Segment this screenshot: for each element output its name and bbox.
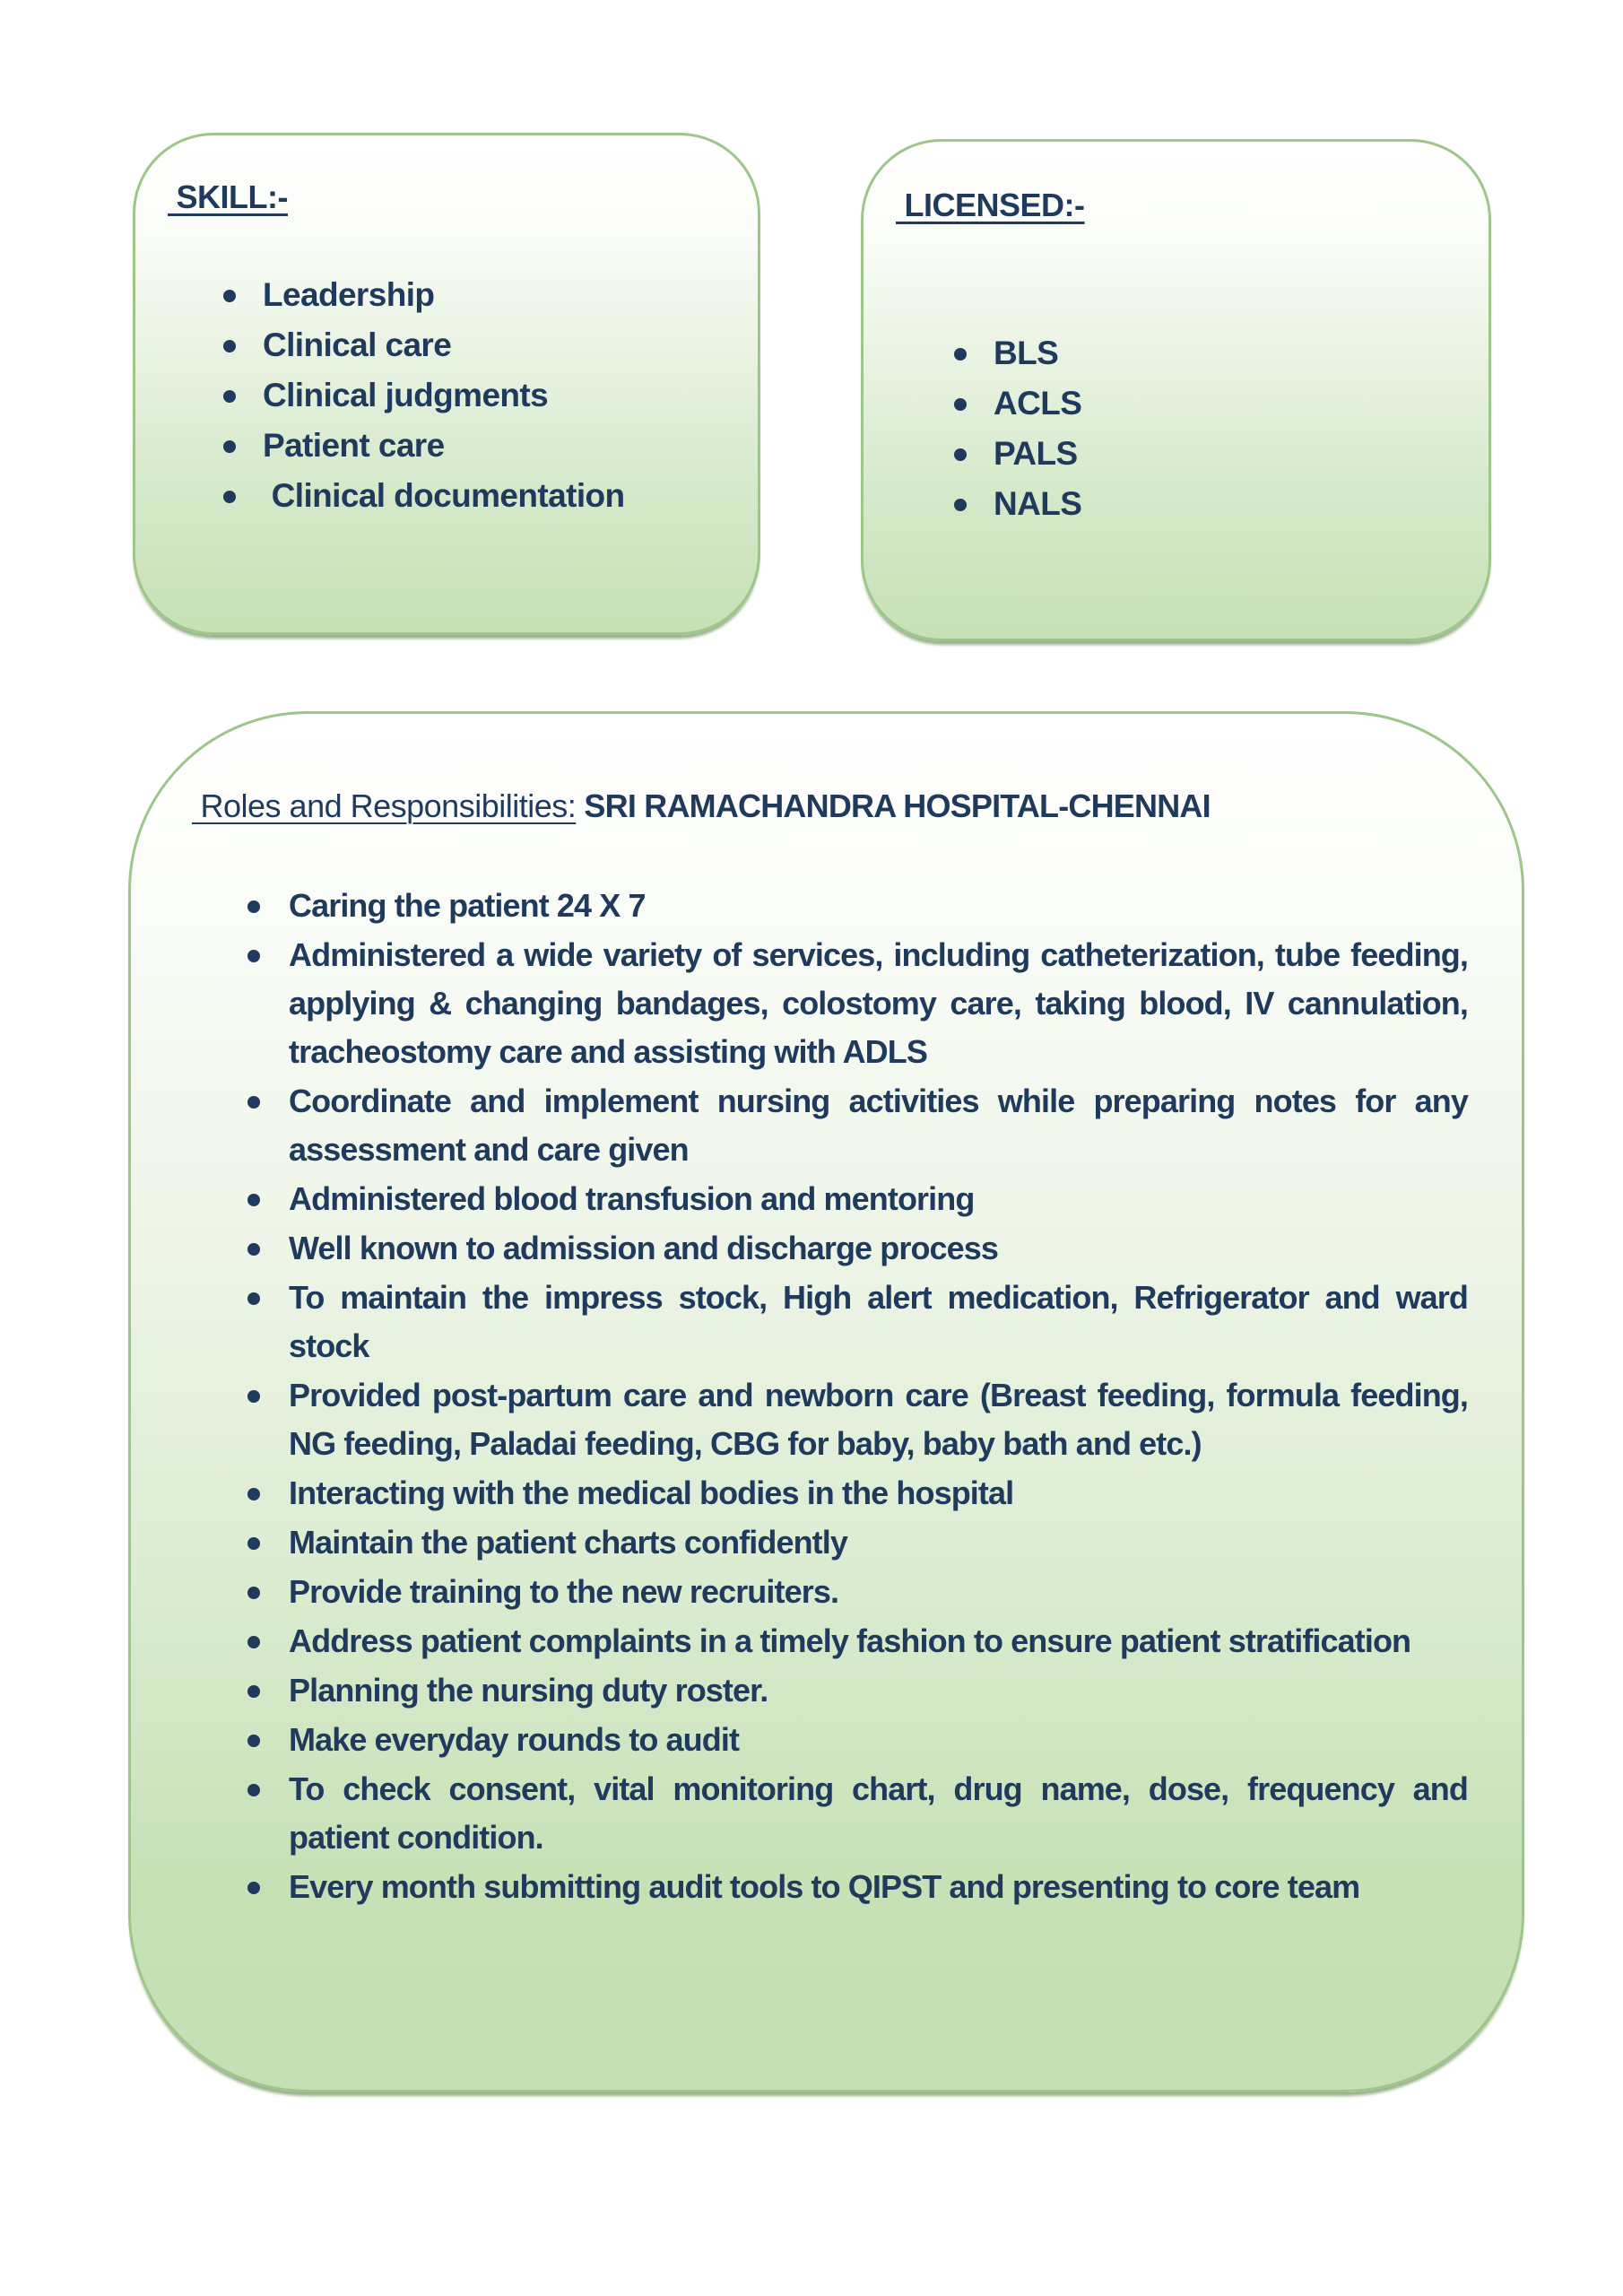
skill-panel [133, 133, 760, 635]
responsibility-item: Administered a wide variety of services, including catheterization, tube feeding, applying & changing bandages, colostomy care, taking blood, IV cannulation, tracheostomy care and assisting with ADLS [289, 931, 1468, 1076]
bullet-icon [247, 1882, 260, 1894]
bullet-icon [247, 1488, 260, 1500]
bullet-icon [247, 1096, 260, 1109]
licensed-heading: LICENSED:- [896, 187, 1085, 223]
skill-item: Clinical judgments [263, 370, 625, 421]
responsibility-item: Administered blood transfusion and mentoring [289, 1175, 1468, 1223]
bullet-icon [247, 900, 260, 913]
licensed-panel [861, 139, 1491, 641]
license-item: ACLS [994, 378, 1081, 429]
bullet-icon [954, 348, 967, 361]
skill-item: Clinical documentation [263, 471, 625, 521]
roles-panel [128, 711, 1524, 2092]
bullet-icon [954, 499, 967, 511]
responsibilities-list [289, 882, 1468, 1912]
skill-heading: SKILL:- [168, 178, 288, 215]
bullet-icon [247, 1243, 260, 1256]
responsibility-item: Address patient complaints in a timely fashion to ensure patient stratification [289, 1617, 1468, 1665]
bullet-icon [247, 1735, 260, 1747]
bullet-icon [223, 390, 236, 403]
bullet-icon [223, 340, 236, 352]
responsibility-item: To maintain the impress stock, High alert medication, Refrigerator and ward stock [289, 1274, 1468, 1370]
licensed-list [994, 328, 1081, 529]
skill-item: Clinical care [263, 320, 625, 370]
responsibility-item: Make everyday rounds to audit [289, 1716, 1468, 1764]
skill-item: Leadership [263, 270, 625, 320]
skill-item: Patient care [263, 421, 625, 471]
bullet-icon [247, 1587, 260, 1599]
bullet-icon [247, 1685, 260, 1698]
bullet-icon [247, 950, 260, 962]
license-item: BLS [994, 328, 1081, 378]
bullet-icon [247, 1784, 260, 1796]
bullet-icon [247, 1636, 260, 1648]
responsibility-item: Provide training to the new recruiters. [289, 1568, 1468, 1616]
responsibility-item: Coordinate and implement nursing activities while preparing notes for any assessment and care given [289, 1077, 1468, 1174]
organization-name: SRI RAMACHANDRA HOSPITAL-CHENNAI [576, 787, 1211, 824]
bullet-icon [223, 491, 236, 503]
license-item: NALS [994, 479, 1081, 529]
roles-label: Roles and Responsibilities: [192, 787, 577, 824]
responsibility-item: Caring the patient 24 X 7 [289, 882, 1468, 930]
bullet-icon [223, 290, 236, 302]
responsibility-item: Well known to admission and discharge process [289, 1224, 1468, 1273]
responsibility-item: Provided post-partum care and newborn care (Breast feeding, formula feeding, NG feeding, Paladai feeding, CBG for baby, baby bath and etc.) [289, 1371, 1468, 1468]
bullet-icon [247, 1390, 260, 1403]
license-item: PALS [994, 429, 1081, 479]
bullet-icon [247, 1292, 260, 1305]
responsibility-item: Maintain the patient charts confidently [289, 1518, 1468, 1567]
skill-list [263, 270, 625, 521]
bullet-icon [247, 1194, 260, 1206]
roles-heading [192, 787, 1211, 825]
bullet-icon [954, 448, 967, 461]
responsibility-item: Every month submitting audit tools to QIPST and presenting to core team [289, 1863, 1468, 1911]
responsibility-item: Planning the nursing duty roster. [289, 1666, 1468, 1715]
bullet-icon [247, 1537, 260, 1550]
responsibility-item: Interacting with the medical bodies in the hospital [289, 1469, 1468, 1518]
responsibility-item: To check consent, vital monitoring chart, drug name, dose, frequency and patient condition. [289, 1765, 1468, 1862]
bullet-icon [223, 440, 236, 453]
bullet-icon [954, 398, 967, 411]
